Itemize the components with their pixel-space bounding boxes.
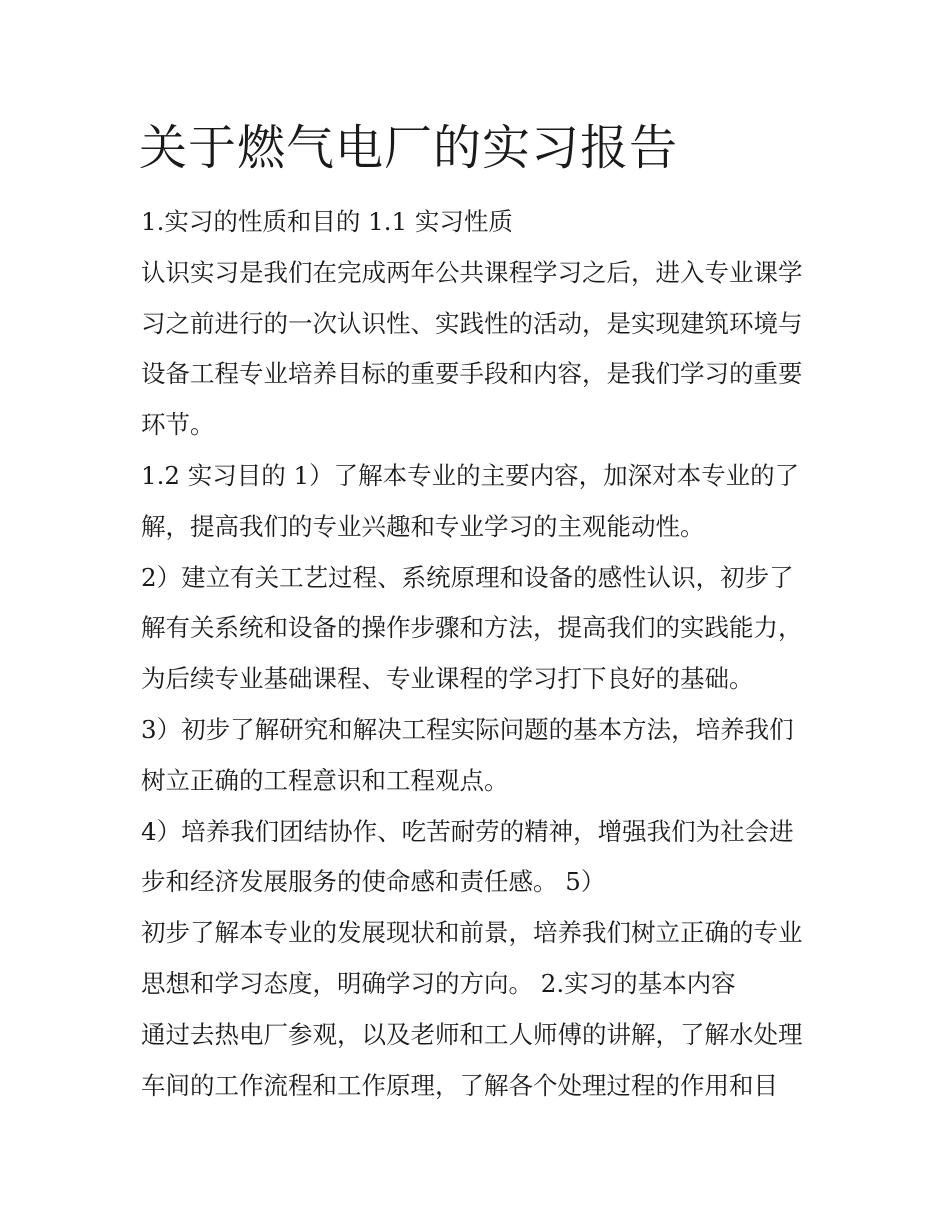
text-line: 习之前进行的一次认识性、实践性的活动，是实现建筑环境与: [141, 308, 803, 338]
text-line: 3）初步了解研究和解决工程实际问题的基本方法，培养我们: [141, 714, 794, 744]
text-line: 2）建立有关工艺过程、系统原理和设备的感性认识，初步了: [141, 562, 794, 592]
text-line: 1.实习的性质和目的 1.1 实习性质: [141, 207, 513, 236]
text-line: 步和经济发展服务的使命感和责任感。 5）: [141, 867, 606, 897]
text-line: 初步了解本专业的发展现状和前景，培养我们树立正确的专业: [141, 918, 803, 948]
text-line: 解有关系统和设备的操作步骤和方法，提高我们的实践能力，: [141, 613, 803, 643]
text-line: 通过去热电厂参观，以及老师和工人师傅的讲解，了解水处理: [141, 1019, 803, 1049]
text-line: 为后续专业基础课程、专业课程的学习打下良好的基础。: [141, 664, 754, 694]
text-line: 树立正确的工程意识和工程观点。: [141, 765, 509, 795]
text-line: 设备工程专业培养目标的重要手段和内容，是我们学习的重要: [141, 359, 803, 389]
text-line: 思想和学习态度，明确学习的方向。 2.实习的基本内容: [141, 968, 736, 998]
document-body: [141, 197, 803, 1111]
text-line: 车间的工作流程和工作原理，了解各个处理过程的作用和目: [141, 1070, 778, 1100]
text-line: 解，提高我们的专业兴趣和专业学习的主观能动性。: [141, 511, 705, 541]
text-line: 认识实习是我们在完成两年公共课程学习之后，进入专业课学: [141, 257, 803, 287]
document-title: 关于燃气电厂的实习报告: [139, 120, 679, 176]
text-line: 4）培养我们团结协作、吃苦耐劳的精神，增强我们为社会进: [141, 816, 794, 846]
text-line: 1.2 实习目的 1）了解本专业的主要内容，加深对本专业的了: [141, 460, 800, 490]
text-line: 环节。: [141, 410, 215, 440]
